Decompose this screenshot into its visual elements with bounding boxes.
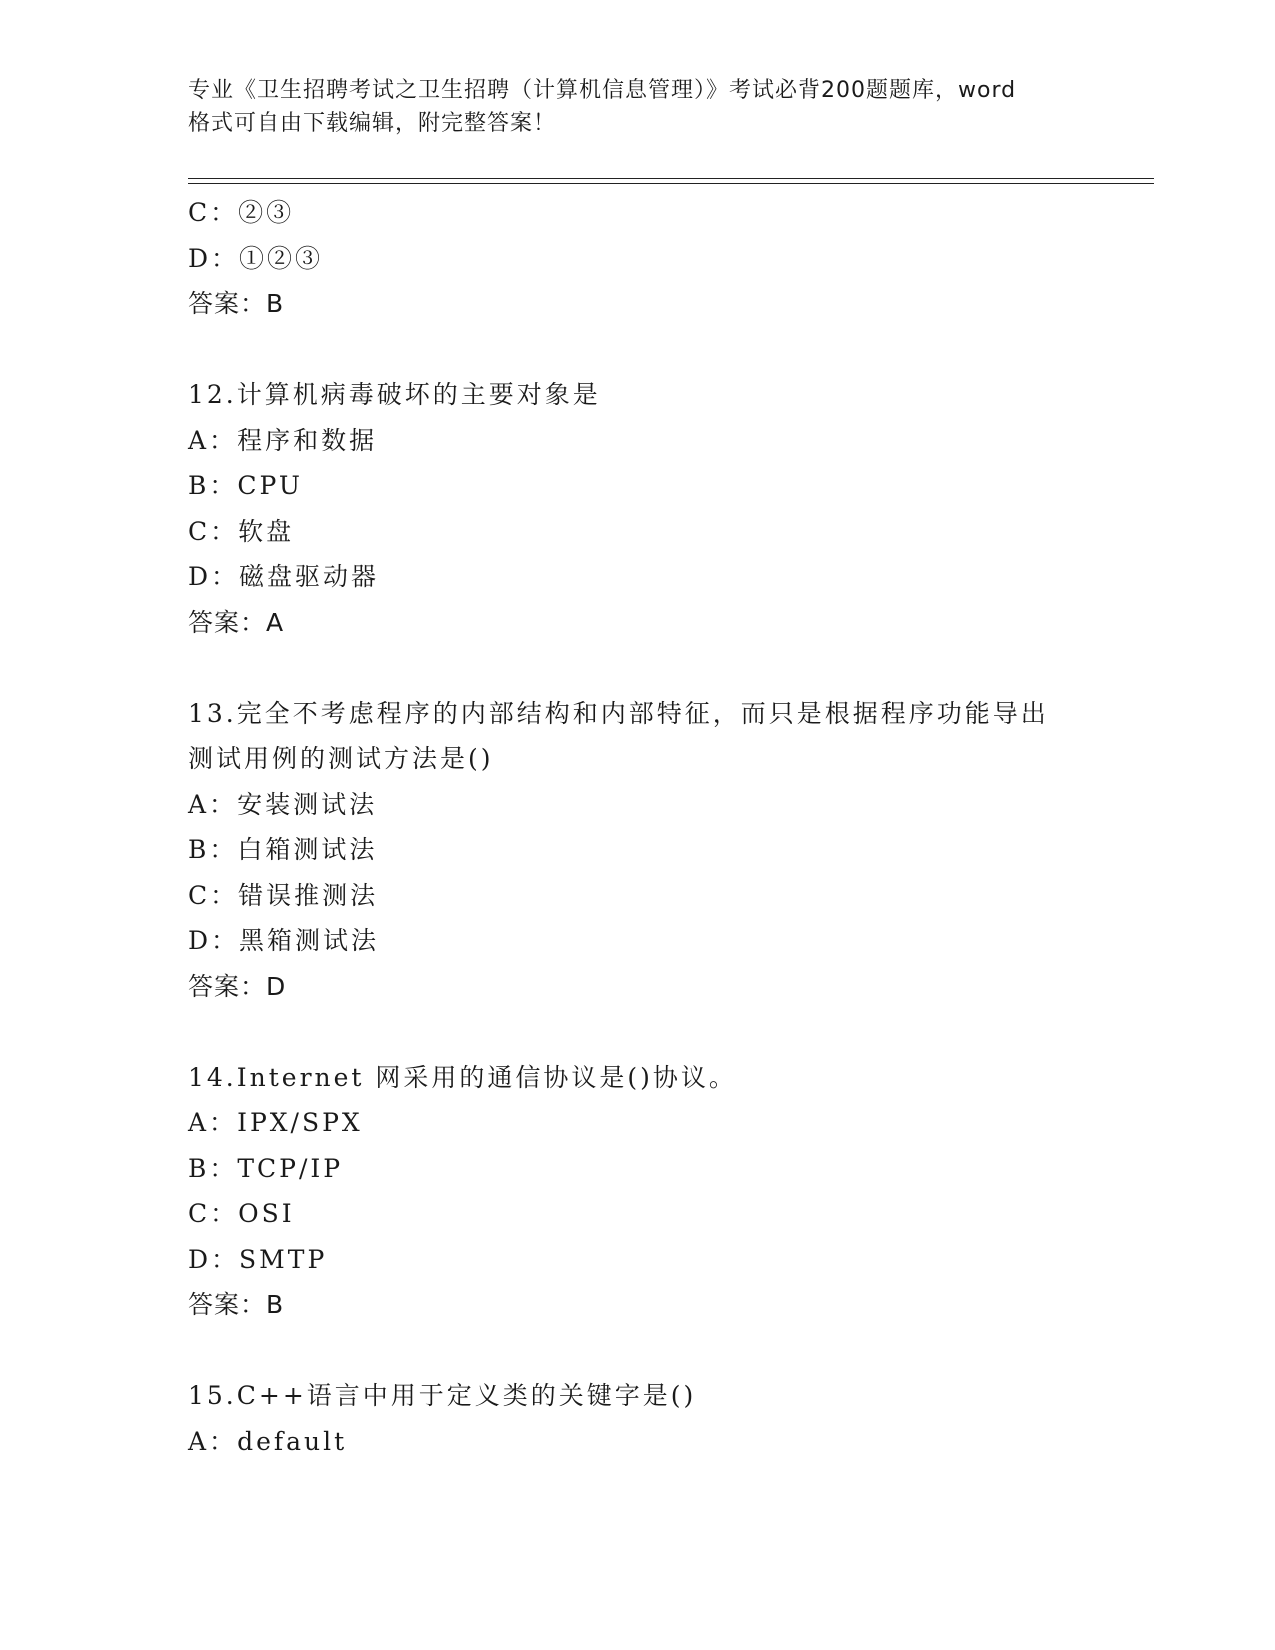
document-header bbox=[188, 74, 1088, 140]
option-label: C： bbox=[188, 516, 239, 546]
option-text: ①②③ bbox=[239, 243, 324, 273]
option-text: TCP/IP bbox=[237, 1153, 344, 1183]
option-label: C： bbox=[188, 1199, 239, 1228]
question-stem: 12.计算机病毒破坏的主要对象是 bbox=[188, 380, 601, 409]
option-label: A： bbox=[188, 1108, 238, 1137]
spacer bbox=[188, 1328, 1088, 1374]
option-text: 白箱测试法 bbox=[237, 835, 378, 864]
option-text: CPU bbox=[237, 471, 303, 500]
header-line-2: 格式可自由下载编辑，附完整答案！ bbox=[188, 111, 557, 136]
header-divider-bottom bbox=[188, 183, 1154, 184]
option-label: B： bbox=[188, 835, 238, 864]
question-14 bbox=[188, 1055, 1088, 1328]
option-text: 程序和数据 bbox=[237, 425, 378, 455]
option-label: A： bbox=[188, 789, 238, 819]
header-divider-top bbox=[188, 178, 1154, 179]
option-d bbox=[188, 918, 1088, 964]
answer-line: 答案：A bbox=[188, 607, 285, 637]
question-13 bbox=[188, 691, 1088, 1010]
option-label: A： bbox=[188, 1426, 238, 1456]
option-text: default bbox=[237, 1426, 348, 1456]
option-a bbox=[188, 782, 1088, 828]
question-12 bbox=[188, 372, 1088, 645]
option-a bbox=[188, 418, 1088, 464]
option-text: 错误推测法 bbox=[238, 880, 379, 910]
question-stem: 14.Internet 网采用的通信协议是()协议。 bbox=[188, 1062, 737, 1092]
question-stem-line-1: 13.完全不考虑程序的内部结构和内部特征，而只是根据程序功能导出 bbox=[188, 698, 1049, 728]
option-c bbox=[188, 509, 1088, 555]
option-d bbox=[188, 554, 1088, 600]
option-text: ②③ bbox=[238, 198, 295, 227]
question-stem-line-2: 测试用例的测试方法是() bbox=[188, 744, 494, 773]
option-label: A： bbox=[188, 425, 238, 455]
question-11-continuation bbox=[188, 190, 1088, 327]
option-text: 软盘 bbox=[238, 516, 295, 546]
option-label: C： bbox=[188, 198, 239, 227]
answer-line: 答案：B bbox=[188, 1290, 285, 1319]
option-c bbox=[188, 1191, 1088, 1237]
option-label: D： bbox=[188, 562, 240, 591]
option-c bbox=[188, 190, 1088, 236]
option-label: B： bbox=[188, 1153, 238, 1183]
option-text: SMTP bbox=[239, 1244, 328, 1274]
option-b bbox=[188, 463, 1088, 509]
question-stem: 15.C++语言中用于定义类的关键字是() bbox=[188, 1381, 697, 1410]
option-text: 磁盘驱动器 bbox=[239, 562, 380, 591]
option-label: D： bbox=[188, 926, 240, 955]
option-text: 黑箱测试法 bbox=[239, 926, 380, 955]
spacer bbox=[188, 327, 1088, 373]
option-b bbox=[188, 1146, 1088, 1192]
option-c bbox=[188, 873, 1088, 919]
option-label: C： bbox=[188, 880, 239, 910]
option-b bbox=[188, 827, 1088, 873]
option-label: B： bbox=[188, 471, 238, 500]
option-text: OSI bbox=[238, 1199, 295, 1228]
answer-line: 答案：D bbox=[188, 971, 287, 1001]
spacer bbox=[188, 645, 1088, 691]
option-d bbox=[188, 236, 1088, 282]
header-line-1: 专业《卫生招聘考试之卫生招聘（计算机信息管理）》考试必背200题题库，word bbox=[188, 78, 1017, 103]
option-label: D： bbox=[188, 1244, 240, 1274]
spacer bbox=[188, 1009, 1088, 1055]
question-15 bbox=[188, 1373, 1088, 1464]
option-a bbox=[188, 1419, 1088, 1465]
option-a bbox=[188, 1100, 1088, 1146]
option-text: IPX/SPX bbox=[237, 1108, 363, 1137]
question-list bbox=[188, 190, 1088, 1464]
option-label: D： bbox=[188, 243, 240, 273]
option-d bbox=[188, 1237, 1088, 1283]
answer-line: 答案：B bbox=[188, 289, 285, 318]
option-text: 安装测试法 bbox=[237, 789, 378, 819]
